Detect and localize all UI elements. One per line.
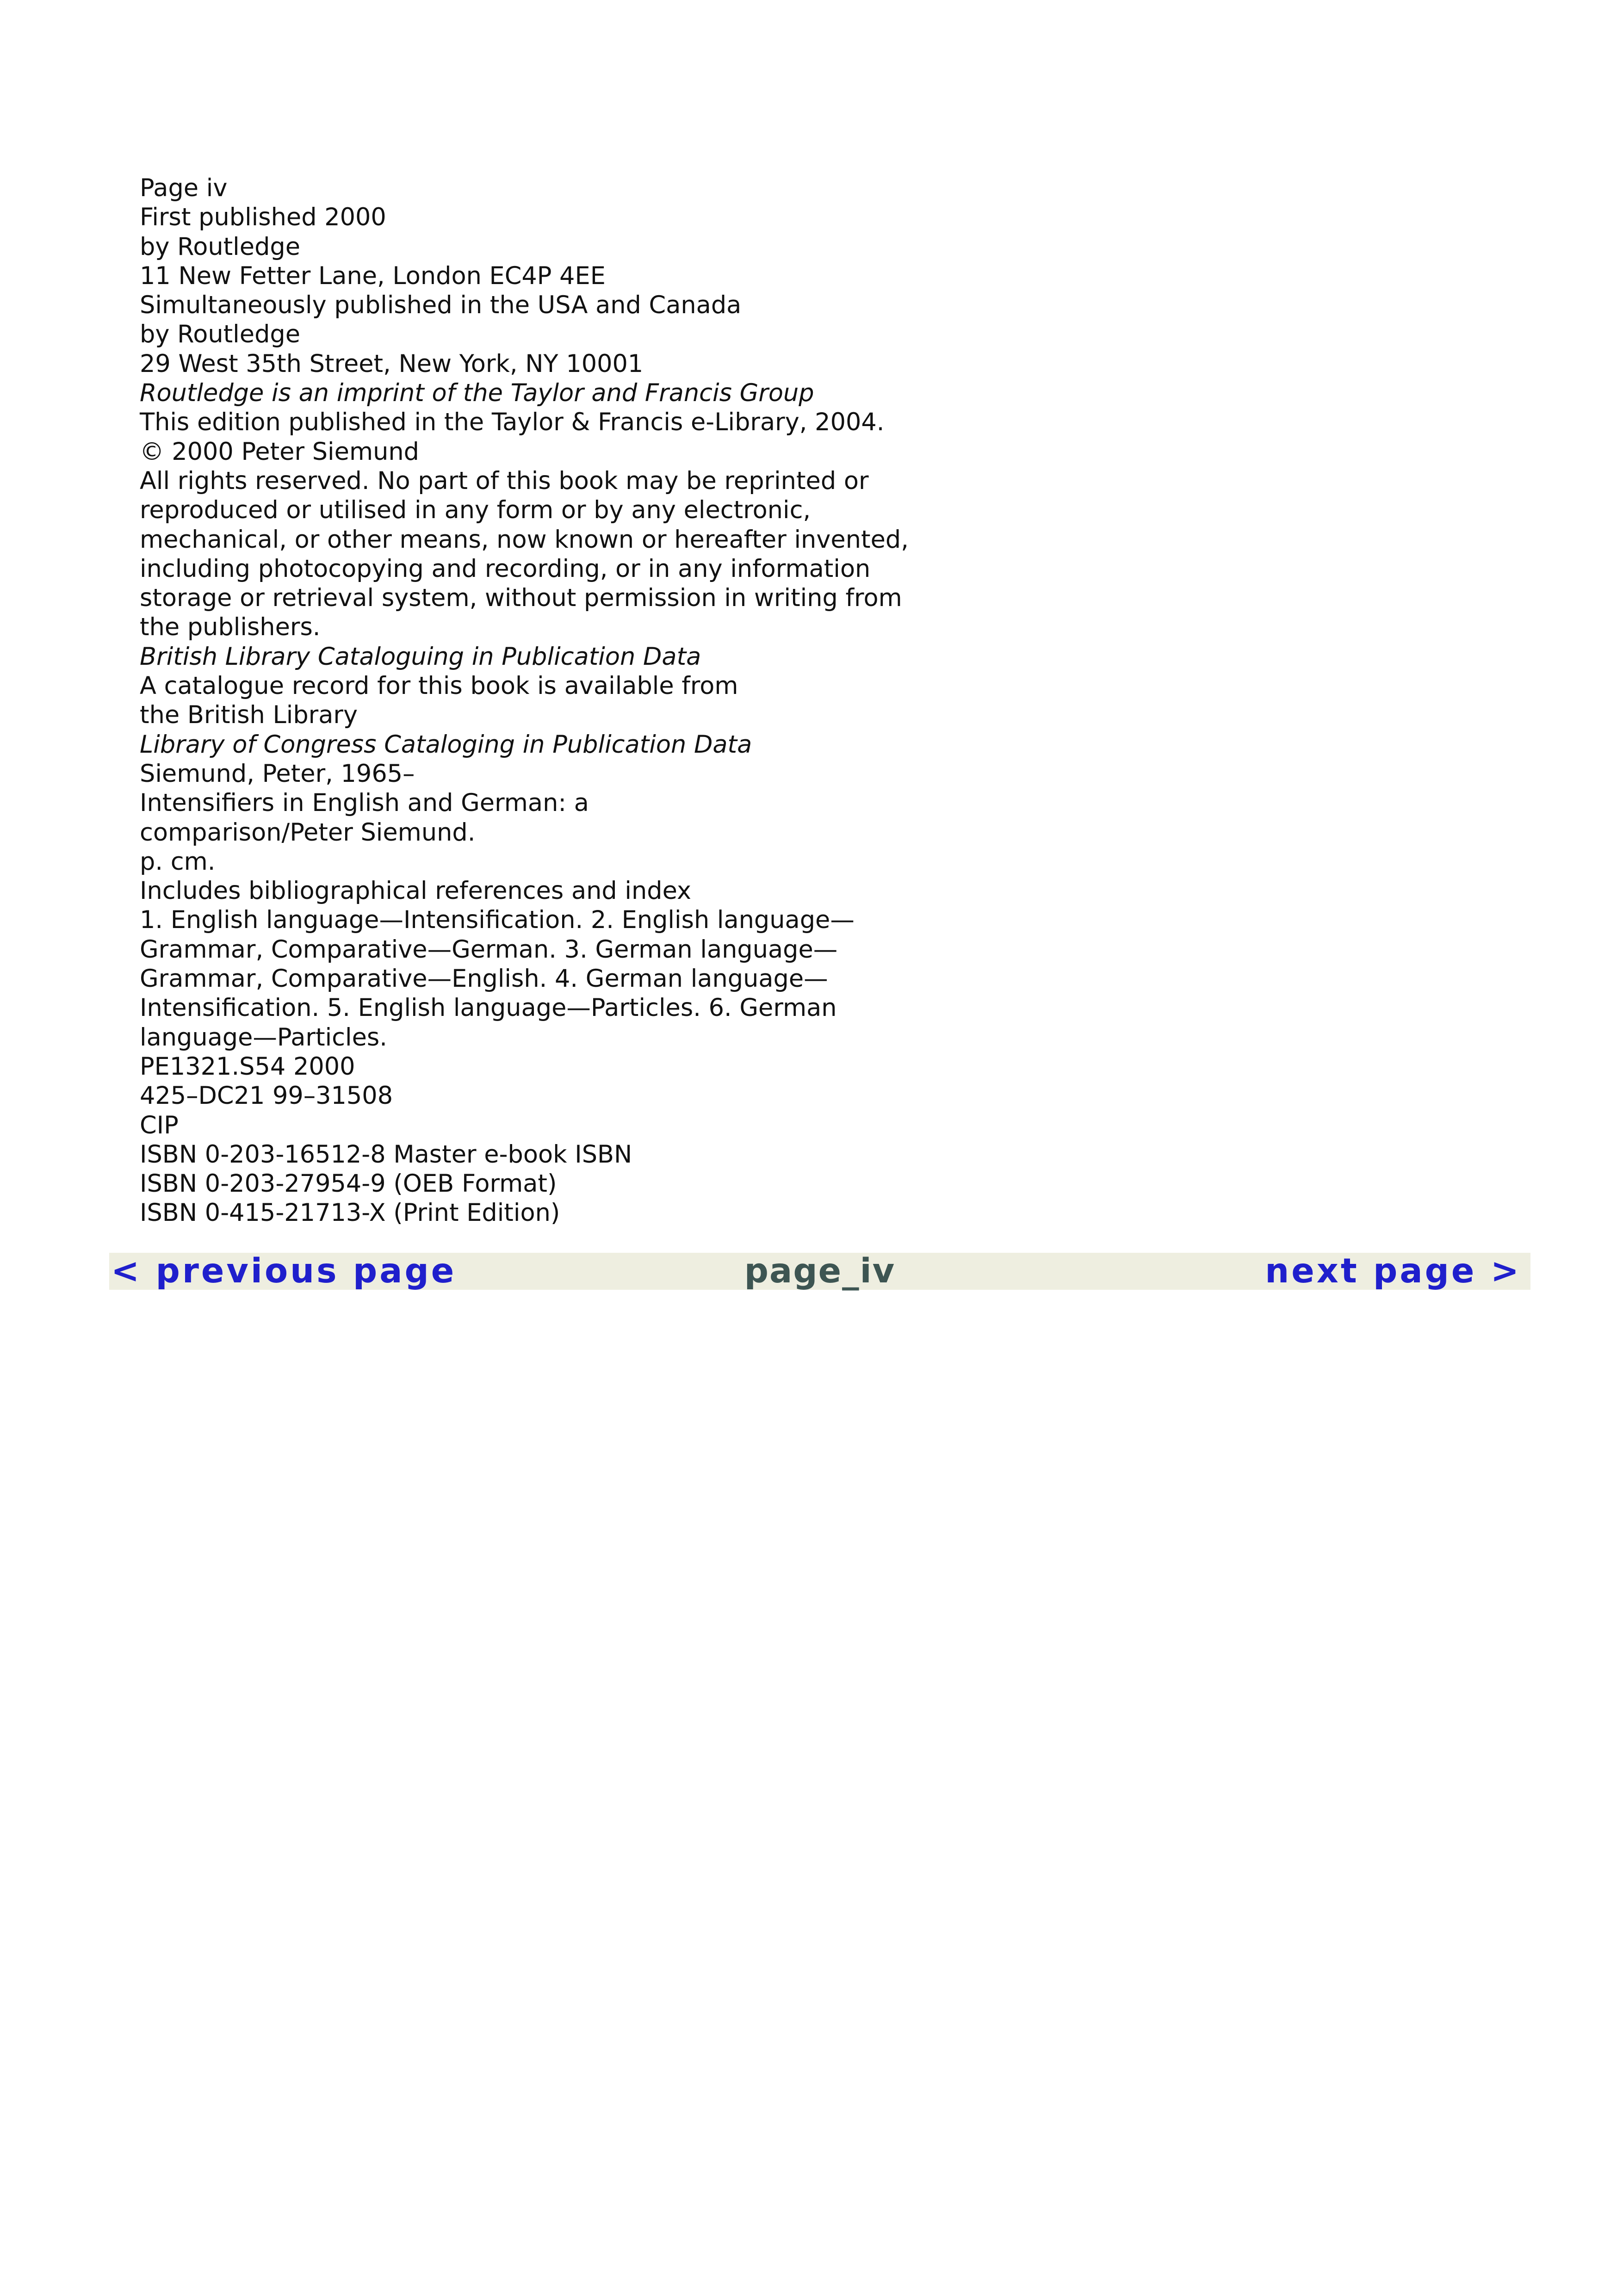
- page-line: Siemund, Peter, 1965–: [140, 759, 415, 788]
- page-line: by Routledge: [140, 320, 301, 349]
- page-navigation-bar: [109, 1253, 1530, 1290]
- page-line: storage or retrieval system, without permission in writing from: [140, 584, 902, 613]
- page-line: including photocopying and recording, or in any information: [140, 554, 871, 583]
- page-line: ISBN 0-415-21713-X (Print Edition): [140, 1199, 560, 1227]
- page-line: by Routledge: [140, 232, 301, 261]
- page-line: © 2000 Peter Siemund: [140, 437, 419, 466]
- page-line: p. cm.: [140, 847, 216, 876]
- page-line: 29 West 35th Street, New York, NY 10001: [140, 349, 644, 378]
- next-page-link[interactable]: next page >: [1265, 1251, 1521, 1291]
- page-line: Routledge is an imprint of the Taylor and Francis Group: [140, 379, 814, 408]
- page-line: the British Library: [140, 701, 358, 730]
- previous-page-link[interactable]: < previous page: [111, 1251, 457, 1291]
- page-line: Grammar, Comparative—German. 3. German language—: [140, 935, 838, 964]
- page-line: reproduced or utilised in any form or by any electronic,: [140, 496, 811, 525]
- page-line: Includes bibliographical references and index: [140, 877, 692, 905]
- page-line: Simultaneously published in the USA and Canada: [140, 291, 742, 320]
- page-line: comparison/Peter Siemund.: [140, 818, 476, 847]
- page-line: CIP: [140, 1111, 179, 1139]
- page-line: mechanical, or other means, now known or hereafter invented,: [140, 525, 909, 554]
- current-page-label: page_iv: [744, 1251, 896, 1291]
- page-line: language—Particles.: [140, 1023, 387, 1052]
- page-line: the publishers.: [140, 613, 321, 642]
- page-line: First published 2000: [140, 203, 386, 232]
- page-line: ISBN 0-203-16512-8 Master e-book ISBN: [140, 1140, 632, 1169]
- page-line: 11 New Fetter Lane, London EC4P 4EE: [140, 261, 606, 290]
- page-line: Intensifiers in English and German: a: [140, 789, 589, 817]
- page-line: ISBN 0-203-27954-9 (OEB Format): [140, 1170, 557, 1198]
- copyright-page-text: [140, 173, 1481, 1228]
- page-line: This edition published in the Taylor & Francis e-Library, 2004.: [140, 408, 885, 437]
- page-line: 1. English language—Intensification. 2. English language—: [140, 906, 855, 934]
- page-line: A catalogue record for this book is available from: [140, 672, 738, 700]
- page-line: Grammar, Comparative—English. 4. German language—: [140, 965, 828, 993]
- page-line: Intensification. 5. English language—Particles. 6. German: [140, 994, 837, 1022]
- page-line: All rights reserved. No part of this book may be reprinted or: [140, 466, 869, 495]
- page-line: British Library Cataloguing in Publication Data: [140, 642, 701, 671]
- page-line: 425–DC21 99–31508: [140, 1082, 393, 1110]
- page-line: Page iv: [140, 174, 228, 202]
- page-line: PE1321.S54 2000: [140, 1052, 355, 1081]
- page-line: Library of Congress Cataloging in Publication Data: [140, 730, 752, 759]
